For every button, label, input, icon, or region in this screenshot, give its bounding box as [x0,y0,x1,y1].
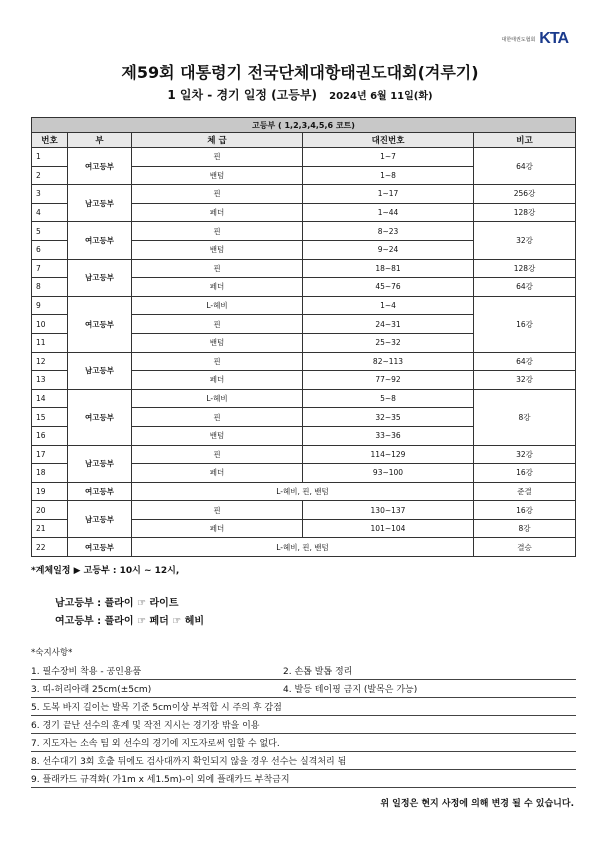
row-bracket: 114~129 [303,445,474,464]
row-weight-class: 페더 [132,371,303,390]
row-weight-class: L-헤비 [132,389,303,408]
subtitle-main: 1 일차 - 경기 일정 (고등부) [167,88,317,102]
row-bracket: 1~8 [303,166,474,185]
row-number: 22 [32,538,68,557]
row-division: 여고등부 [68,148,132,185]
row-weight-class: 핀 [132,185,303,204]
row-number: 7 [32,259,68,278]
row-number: 19 [32,482,68,501]
row-division: 남고등부 [68,445,132,482]
row-bracket: 77~92 [303,371,474,390]
row-note: 결승 [474,538,576,557]
logo-mark: KTA [539,30,568,47]
rule-item: 2. 손톱 발톱 정리 [283,662,576,680]
col-header-division: 부 [68,133,132,148]
row-note: 8강 [474,389,576,445]
row-note: 64강 [474,148,576,185]
row-number: 12 [32,352,68,371]
row-bracket: 25~32 [303,333,474,352]
logo-org-text: 대한태권도협회 [501,36,536,43]
schedule-table [31,117,576,557]
program-girls: 여고등부 : 플라이 ☞ 페더 ☞ 헤비 [55,616,205,627]
rule-row [31,752,576,770]
table-row [32,222,576,241]
row-weight-class: 페더 [132,203,303,222]
table-row [32,296,576,315]
kta-logo [501,30,568,48]
col-header-bracket: 대진번호 [303,133,474,148]
table-row [32,185,576,204]
row-division: 여고등부 [68,389,132,445]
subtitle-date: 2024년 6월 11일(화) [329,91,433,102]
rule-row [31,662,576,680]
row-weight-class: 핀 [132,445,303,464]
rule-row [31,698,576,716]
row-note: 128강 [474,259,576,278]
row-number: 20 [32,501,68,520]
row-weight-class: 핀 [132,315,303,334]
row-bracket: 9~24 [303,240,474,259]
row-number: 8 [32,278,68,297]
table-section-header: 고등부 ( 1,2,3,4,5,6 코트) [32,118,576,133]
row-bracket: 101~104 [303,519,474,538]
table-row [32,482,576,501]
row-weight-class: 핀 [132,259,303,278]
rule-item: 8. 선수대기 3회 호출 뒤에도 검사대까지 확인되지 않을 경우 선수는 실격처리 됨 [31,752,576,770]
rules-list [31,662,576,788]
row-weight-class: 핀 [132,408,303,427]
page-subtitle [0,86,600,103]
rule-row [31,734,576,752]
rule-item: 9. 플래카드 규격화( 가1m x 세1.5m)-이 외에 플래카드 부착금지 [31,770,576,788]
page-title: 제59회 대통령기 전국단체대항태권도대회(겨루기) [121,63,479,82]
row-number: 2 [32,166,68,185]
row-number: 9 [32,296,68,315]
row-division: 여고등부 [68,296,132,352]
row-bracket: 33~36 [303,426,474,445]
row-number: 6 [32,240,68,259]
col-header-class: 체 급 [132,133,303,148]
table-row [32,538,576,557]
row-division: 여고등부 [68,482,132,501]
row-note: 32강 [474,371,576,390]
weigh-in-schedule: *계체일정 ▶ 고등부 : 10시 ~ 12시, [31,566,180,576]
rule-row [31,770,576,788]
row-weight-class: 밴텀 [132,240,303,259]
row-weight-class: 핀 [132,222,303,241]
row-class-merged: L-헤비, 핀, 밴텀 [132,482,474,501]
row-number: 21 [32,519,68,538]
table-row [32,148,576,167]
row-weight-class: 밴텀 [132,426,303,445]
row-bracket: 45~76 [303,278,474,297]
row-bracket: 32~35 [303,408,474,427]
row-note: 256강 [474,185,576,204]
row-bracket: 8~23 [303,222,474,241]
row-note: 32강 [474,445,576,464]
row-division: 남고등부 [68,185,132,222]
row-bracket: 82~113 [303,352,474,371]
row-bracket: 5~8 [303,389,474,408]
table-row [32,352,576,371]
row-division: 여고등부 [68,538,132,557]
row-bracket: 130~137 [303,501,474,520]
schedule-body [32,148,576,557]
row-weight-class: 핀 [132,501,303,520]
row-number: 17 [32,445,68,464]
row-bracket: 93~100 [303,464,474,483]
row-class-merged: L-헤비, 핀, 밴텀 [132,538,474,557]
row-note: 16강 [474,296,576,352]
row-note: 16강 [474,464,576,483]
row-note: 128강 [474,203,576,222]
rule-item: 3. 띠-허리아래 25cm(±5cm) [31,680,283,698]
row-weight-class: L-헤비 [132,296,303,315]
row-number: 5 [32,222,68,241]
table-row [32,259,576,278]
rule-item: 5. 도복 바지 길이는 발목 기준 5cm이상 부적합 시 주의 후 감점 [31,698,576,716]
row-bracket: 1~4 [303,296,474,315]
row-division: 남고등부 [68,259,132,296]
row-weight-class: 밴텀 [132,333,303,352]
row-weight-class: 밴텀 [132,166,303,185]
rule-item: 7. 지도자는 소속 팀 외 선수의 경기에 지도자로써 임할 수 없다. [31,734,576,752]
rule-item: 6. 경기 끝난 선수의 훈계 및 작전 지시는 경기장 밖을 이용 [31,716,576,734]
row-note: 16강 [474,501,576,520]
row-weight-class: 페더 [132,519,303,538]
col-header-note: 비고 [474,133,576,148]
row-number: 10 [32,315,68,334]
row-weight-class: 핀 [132,148,303,167]
row-note: 준결 [474,482,576,501]
row-note: 64강 [474,278,576,297]
col-header-number: 번호 [32,133,68,148]
row-bracket: 24~31 [303,315,474,334]
table-row [32,501,576,520]
row-weight-class: 페더 [132,464,303,483]
rule-item: 1. 필수장비 착용 - 공인용품 [31,662,283,680]
row-number: 3 [32,185,68,204]
rule-item: 4. 발등 테이핑 금지 (발목은 가능) [283,680,576,698]
row-number: 18 [32,464,68,483]
row-number: 14 [32,389,68,408]
table-row [32,389,576,408]
footer-notice: 위 일정은 현지 사정에 의해 변경 될 수 있습니다. [380,799,574,809]
row-weight-class: 핀 [132,352,303,371]
row-number: 11 [32,333,68,352]
row-number: 16 [32,426,68,445]
row-bracket: 1~7 [303,148,474,167]
row-note: 64강 [474,352,576,371]
rule-row [31,716,576,734]
row-number: 1 [32,148,68,167]
row-note: 32강 [474,222,576,259]
rule-row [31,680,576,698]
row-note: 8강 [474,519,576,538]
row-number: 15 [32,408,68,427]
row-bracket: 18~81 [303,259,474,278]
row-number: 4 [32,203,68,222]
program-boys: 남고등부 : 플라이 ☞ 라이트 [55,598,179,609]
row-bracket: 1~17 [303,185,474,204]
row-bracket: 1~44 [303,203,474,222]
rules-title: *숙지사항* [31,648,73,658]
row-division: 남고등부 [68,352,132,389]
row-division: 남고등부 [68,501,132,538]
row-weight-class: 페더 [132,278,303,297]
row-number: 13 [32,371,68,390]
row-division: 여고등부 [68,222,132,259]
table-row [32,445,576,464]
